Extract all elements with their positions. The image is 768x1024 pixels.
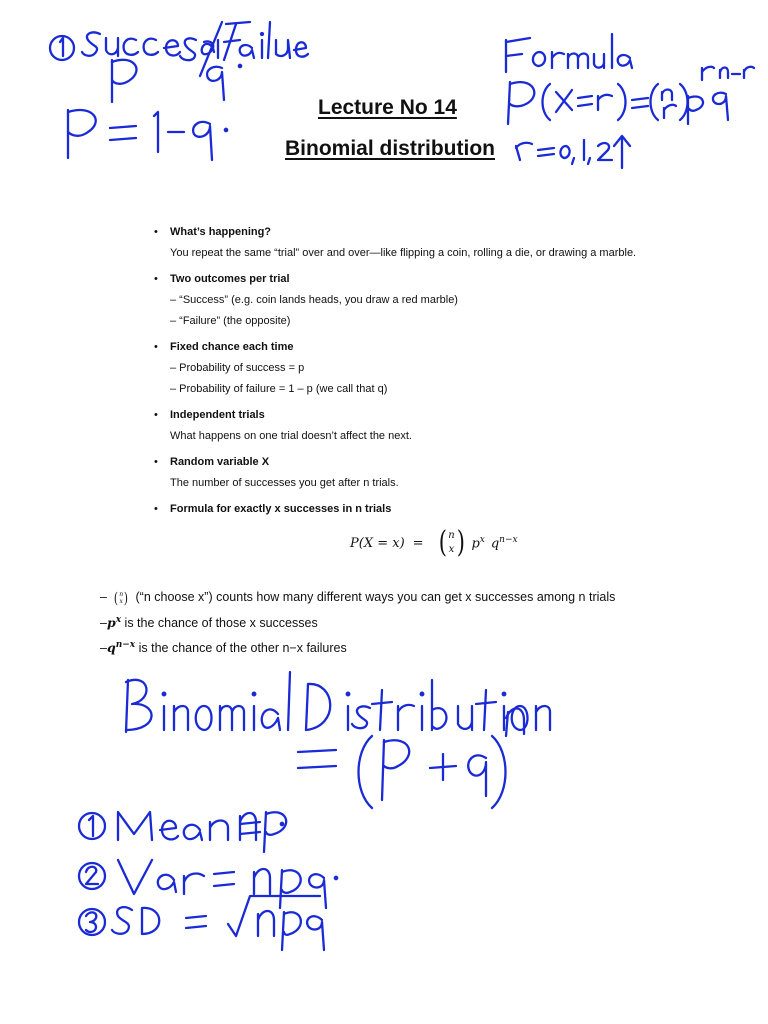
p-term: $p^x$ [471, 534, 485, 552]
bullet-line: You repeat the same “trial” over and over—like flipping a coin, rolling a die, or drawing a marble. [170, 247, 637, 259]
note-p-power: $-p^x$ is the chance of those x successes [100, 614, 318, 630]
bullet-line: – Probability of failure = 1 – p (we call that q) [170, 383, 388, 395]
note-q-power: $-q^{n-x}$ is the chance of the other n−x failures [100, 639, 347, 656]
binom-bottom: x [448, 544, 455, 555]
hw-binomial-title [126, 672, 550, 732]
hw-binomial-expression [298, 708, 524, 808]
bullet-heading: • Formula for exactly x successes in n trials [170, 503, 392, 515]
bullet-item [152, 499, 692, 520]
bullet-item [152, 269, 692, 332]
binomial-coefficient: ( n x ) [438, 525, 465, 560]
hw-formula-expression [508, 67, 754, 124]
hw-success-failure [50, 22, 308, 76]
hw-formula-label [506, 34, 632, 72]
bullet-item [152, 222, 692, 264]
lecture-number-title: Lecture No 14 [318, 96, 457, 119]
q-term: $q^{n-x}$ [490, 534, 518, 552]
bullet-heading: • What’s happening? [170, 226, 272, 238]
bullet-heading: • Two outcomes per trial [170, 273, 290, 285]
bullet-line: The number of successes you get after n trials. [170, 477, 399, 489]
bullet-heading: • Independent trials [170, 409, 265, 421]
bullet-heading: • Fixed chance each time [170, 341, 294, 353]
hw-var [79, 860, 337, 908]
bullet-line: – Probability of success = p [170, 362, 305, 374]
binom-top: n [448, 530, 455, 541]
hw-p-equals [68, 110, 227, 160]
bullet-list [152, 222, 692, 525]
formula-notes [100, 586, 615, 659]
bullet-heading: • Random variable X [170, 456, 270, 468]
hw-sd [79, 896, 324, 950]
bullet-item [152, 452, 692, 494]
bullet-item [152, 337, 692, 400]
hw-r-range [516, 136, 630, 168]
bullet-line: – “Success” (e.g. coin lands heads, you draw a red marble) [170, 294, 458, 306]
lecture-topic-title: Binomial distribution [285, 137, 495, 160]
formula-equals: = [412, 535, 424, 551]
bullet-line: What happens on one trial doesn’t affect the next. [170, 430, 412, 442]
bullet-line: – “Failure” (the opposite) [170, 315, 291, 327]
bullet-item [152, 405, 692, 447]
hw-mean [79, 812, 286, 852]
hw-p-q [112, 60, 241, 102]
formula-lhs: P(X = x) [350, 535, 405, 551]
binomial-formula [350, 525, 518, 560]
note-binomial: – ( n x ) (“n choose x”) counts how many different ways you can get x successes among n trials [100, 588, 616, 607]
